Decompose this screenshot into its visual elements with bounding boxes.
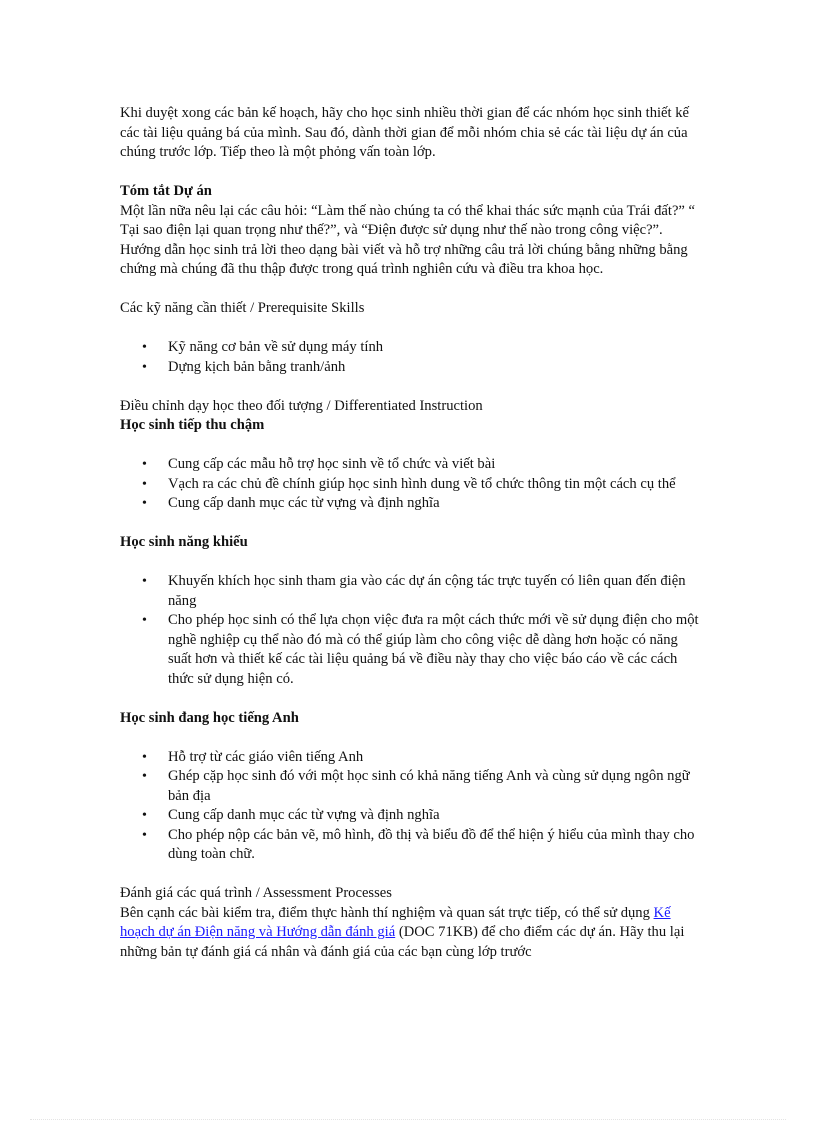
list-item: • Ghép cặp học sinh đó với một học sinh có khả năng tiếng Anh và cùng sử dụng ngôn ngữ bản địa xyxy=(120,767,700,806)
assessment-heading: Đánh giá các quá trình / Assessment Processes xyxy=(120,885,392,901)
english-learners-list xyxy=(120,748,700,865)
gifted-heading: Học sinh năng khiếu xyxy=(120,534,248,550)
summary-paragraph: Một lần nữa nêu lại các câu hỏi: “Làm thế nào chúng ta có thể khai thác sức mạnh của Trái đất?” “ Tại sao điện lại quan trọng như thế?”, và “Điện được sử dụng như thế nào trong công việc?”. Hướng dẫn học sinh trả lời theo dạng bài viết và hỗ trợ những câu trả lời chúng bằng những bằng chứng mà chúng đã thu thập được trong quá trình nghiên cứu và điều tra khoa học. xyxy=(120,202,696,277)
english-learners-heading: Học sinh đang học tiếng Anh xyxy=(120,709,299,726)
prerequisites-list xyxy=(120,338,700,377)
list-item: • Cung cấp danh mục các từ vựng và định nghĩa xyxy=(120,806,700,826)
assessment-text-after: (DOC 71KB) để cho điểm các dự án. Hãy thu lại những bản tự đánh giá cá nhân và đánh giá của các bạn cùng lớp trước xyxy=(120,924,685,960)
document-body xyxy=(120,104,700,962)
differentiated-heading: Điều chỉnh dạy học theo đối tượng / Differentiated Instruction xyxy=(120,397,483,414)
list-item: • Cung cấp các mẫu hỗ trợ học sinh về tổ chức và viết bài xyxy=(120,455,700,475)
gifted-list xyxy=(120,572,700,689)
list-item: • Khuyến khích học sinh tham gia vào các dự án cộng tác trực tuyến có liên quan đến điện năng xyxy=(120,572,700,611)
assessment-paragraph xyxy=(120,904,700,963)
prerequisites-heading: Các kỹ năng cần thiết / Prerequisite Skills xyxy=(120,300,365,316)
slow-learners-list xyxy=(120,455,700,514)
list-item: • Cho phép học sinh có thể lựa chọn việc đưa ra một cách thức mới về sử dụng điện cho một nghề nghiệp cụ thể nào đó mà có thể giúp làm cho công việc dễ dàng hơn hoặc có năng suất hơn và thiết kế các tài liệu quảng bá về điều này thay cho việc báo cáo về các cách thức sử dụng hiện có. xyxy=(120,611,700,689)
assessment-text-before: Bên cạnh các bài kiểm tra, điểm thực hành thí nghiệm và quan sát trực tiếp, có thể sử dụng xyxy=(120,904,654,921)
list-item: • Hỗ trợ từ các giáo viên tiếng Anh xyxy=(120,748,700,768)
list-item: • Vạch ra các chủ đề chính giúp học sinh hình dung về tổ chức thông tin một cách cụ thể xyxy=(120,475,700,495)
list-item: • Kỹ năng cơ bản về sử dụng máy tính xyxy=(120,338,700,358)
list-item: • Cho phép nộp các bản vẽ, mô hình, đồ thị và biểu đồ để thể hiện ý hiểu của mình thay cho dùng toàn chữ. xyxy=(120,826,700,865)
list-item: • Dựng kịch bản bằng tranh/ảnh xyxy=(120,358,700,378)
summary-heading: Tóm tắt Dự án xyxy=(120,183,212,199)
page-bottom-divider xyxy=(30,1119,786,1120)
list-item: • Cung cấp danh mục các từ vựng và định nghĩa xyxy=(120,494,700,514)
intro-paragraph: Khi duyệt xong các bản kế hoạch, hãy cho học sinh nhiều thời gian để các nhóm học sinh thiết kế các tài liệu quảng bá của mình. Sau đó, dành thời gian để mỗi nhóm chia sẻ các tài liệu dự án của chúng trước lớp. Tiếp theo là một phỏng vấn toàn lớp. xyxy=(120,105,690,160)
slow-learners-heading: Học sinh tiếp thu chậm xyxy=(120,417,265,433)
assessment-plan-link[interactable]: Kế hoạch dự án Điện năng và Hướng dẫn đánh giá xyxy=(120,904,671,940)
